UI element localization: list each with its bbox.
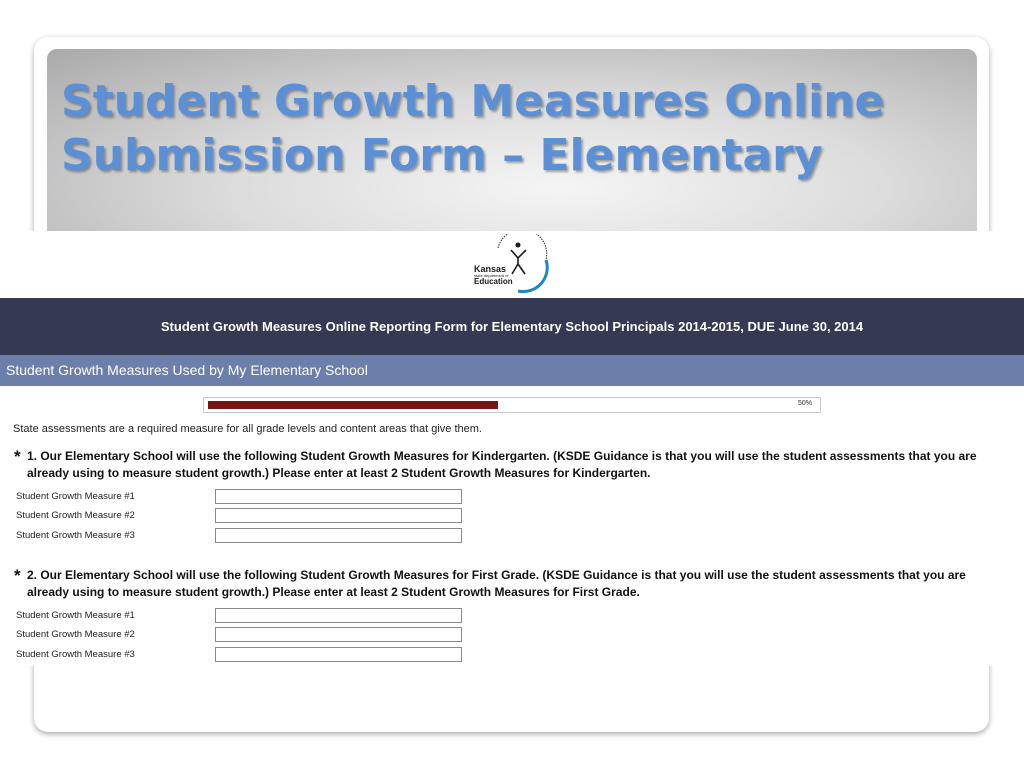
question-text-line2: already using to measure student growth.) Please enter at least 2 Student Growth Measures for First Grade. <box>27 585 640 599</box>
question-text-line2: already using to measure student growth.) Please enter at least 2 Student Growth Measures for Kindergarten. <box>27 466 651 480</box>
field-label: Student Growth Measure #2 <box>16 629 135 640</box>
logo-line2: state department of <box>474 273 509 278</box>
first-grade-measure-3-input[interactable] <box>215 647 462 662</box>
slide-title <box>61 75 884 183</box>
logo-line3: Education <box>474 277 513 286</box>
field-row-k3 <box>16 528 466 544</box>
field-row-g1-1 <box>16 608 466 624</box>
required-asterisk-icon: * <box>14 447 21 466</box>
kindergarten-measure-2-input[interactable] <box>215 508 462 523</box>
field-row-g1-3 <box>16 647 466 663</box>
logo-line1: Kansas <box>474 264 507 274</box>
kindergarten-measure-1-input[interactable] <box>215 489 462 504</box>
question-text-line1: 1. Our Elementary School will use the following Student Growth Measures for Kindergarten. (KSDE Guidance is that you will use the student assessments that you are <box>27 449 977 463</box>
ksde-logo-text <box>474 265 513 286</box>
question-text-line1: 2. Our Elementary School will use the following Student Growth Measures for First Grade. (KSDE Guidance is that you will use the student assessments that you are <box>27 568 966 582</box>
field-label: Student Growth Measure #1 <box>16 610 135 621</box>
progress-track <box>208 401 788 409</box>
slide-title-line1: Student Growth Measures Online <box>61 76 885 127</box>
form-screenshot <box>0 231 1024 666</box>
field-row-g1-2 <box>16 627 466 643</box>
progress-bar <box>203 397 821 413</box>
kindergarten-measure-3-input[interactable] <box>215 528 462 543</box>
field-row-k1 <box>16 489 466 505</box>
field-row-k2 <box>16 508 466 524</box>
required-asterisk-icon: * <box>14 566 21 585</box>
question-first-grade <box>14 567 999 601</box>
question-kindergarten <box>14 448 999 482</box>
field-label: Student Growth Measure #1 <box>16 491 135 502</box>
field-label: Student Growth Measure #3 <box>16 649 135 660</box>
field-label: Student Growth Measure #2 <box>16 510 135 521</box>
slide-title-box <box>47 49 977 234</box>
field-label: Student Growth Measure #3 <box>16 530 135 541</box>
ksde-logo-icon <box>470 234 554 294</box>
instruction-note: State assessments are a required measure for all grade levels and content areas that give them. <box>13 423 482 435</box>
first-grade-measure-2-input[interactable] <box>215 627 462 642</box>
progress-label: 50% <box>797 400 812 407</box>
form-banner: Student Growth Measures Online Reporting Form for Elementary School Principals 2014-2015, DUE June 30, 2014 <box>0 298 1024 355</box>
first-grade-measure-1-input[interactable] <box>215 608 462 623</box>
progress-fill <box>208 401 498 409</box>
slide-title-line2: Submission Form – Elementary <box>61 130 823 181</box>
section-header: Student Growth Measures Used by My Elementary School <box>0 355 1024 386</box>
